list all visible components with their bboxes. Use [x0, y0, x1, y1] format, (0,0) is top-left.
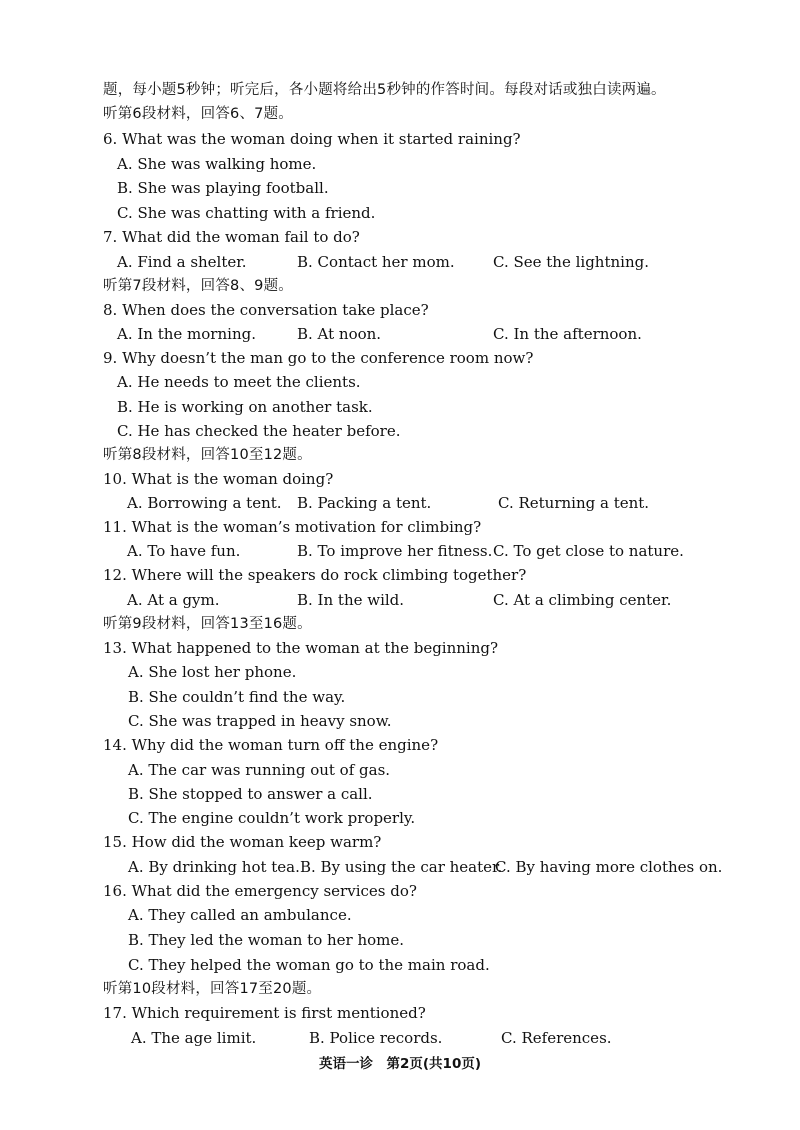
option: C. In the afternoon.	[493, 325, 642, 343]
option-row	[117, 251, 780, 273]
option: A. They called an ambulance.	[128, 906, 352, 924]
question-stem: 12. Where will the speakers do rock climbing together?	[103, 566, 527, 584]
option-row	[117, 589, 780, 611]
option: C. At a climbing center.	[493, 591, 672, 609]
option: A. In the morning.	[117, 325, 256, 343]
option: C. She was chatting with a friend.	[117, 204, 376, 222]
option: B. She couldn’t find the way.	[128, 688, 346, 706]
option: B. Packing a tent.	[297, 494, 432, 512]
option: B. She stopped to answer a call.	[128, 785, 373, 803]
option: A. He needs to meet the clients.	[117, 373, 361, 391]
option: B. In the wild.	[297, 591, 405, 609]
question-stem: 6. What was the woman doing when it started raining?	[103, 130, 521, 148]
option-row	[117, 540, 780, 562]
question-stem: 10. What is the woman doing?	[103, 470, 334, 488]
option: A. To have fun.	[127, 542, 241, 560]
option: A. At a gym.	[127, 591, 220, 609]
option: B. At noon.	[297, 325, 382, 343]
option: A. The age limit.	[131, 1029, 257, 1047]
section-heading: 听第7段材料，回答8、9题。	[103, 278, 293, 294]
question-stem: 8. When does the conversation take place?	[103, 301, 429, 319]
option: C. Returning a tent.	[498, 494, 650, 512]
instruction-line: 题，每小题5秒钟；听完后，各小题将给出5秒钟的作答时间。每段对话或独白读两遍。	[103, 82, 666, 98]
option: B. Police records.	[309, 1029, 443, 1047]
section-heading: 听第9段材料，回答13至16题。	[103, 616, 312, 632]
option: A. She was walking home.	[117, 155, 317, 173]
option: C. The engine couldn’t work properly.	[128, 809, 416, 827]
question-stem: 17. Which requirement is first mentioned?	[103, 1004, 426, 1022]
option: A. By drinking hot tea.	[128, 858, 300, 876]
option: C. She was trapped in heavy snow.	[128, 712, 392, 730]
option: C. He has checked the heater before.	[117, 422, 401, 440]
option: C. By having more clothes on.	[495, 858, 723, 876]
option: A. The car was running out of gas.	[128, 761, 391, 779]
option-row	[117, 856, 780, 878]
option: B. Contact her mom.	[297, 253, 455, 271]
section-heading: 听第6段材料，回答6、7题。	[103, 106, 293, 122]
option: B. They led the woman to her home.	[128, 931, 405, 949]
option: A. Find a shelter.	[117, 253, 247, 271]
option-row	[117, 492, 780, 514]
question-stem: 7. What did the woman fail to do?	[103, 228, 360, 246]
question-stem: 16. What did the emergency services do?	[103, 882, 417, 900]
option: B. He is working on another task.	[117, 398, 373, 416]
option: B. By using the car heater.	[300, 858, 503, 876]
question-stem: 9. Why doesn’t the man go to the conference room now?	[103, 349, 534, 367]
option: C. References.	[501, 1029, 612, 1047]
question-stem: 13. What happened to the woman at the beginning?	[103, 639, 499, 657]
option: A. She lost her phone.	[128, 663, 297, 681]
option: B. To improve her fitness.	[297, 542, 493, 560]
option: C. They helped the woman go to the main road.	[128, 956, 490, 974]
option: C. To get close to nature.	[493, 542, 684, 560]
section-heading: 听第10段材料，回答17至20题。	[103, 981, 322, 997]
option: C. See the lightning.	[493, 253, 649, 271]
question-stem: 11. What is the woman’s motivation for climbing?	[103, 518, 482, 536]
page-footer: 英语一诊 第2页(共10页)	[318, 1056, 482, 1072]
option-row	[117, 1027, 780, 1049]
option-row	[117, 323, 780, 345]
section-heading: 听第8段材料，回答10至12题。	[103, 447, 312, 463]
question-stem: 15. How did the woman keep warm?	[103, 833, 382, 851]
question-stem: 14. Why did the woman turn off the engine?	[103, 736, 439, 754]
option: A. Borrowing a tent.	[127, 494, 282, 512]
option: B. She was playing football.	[117, 179, 329, 197]
